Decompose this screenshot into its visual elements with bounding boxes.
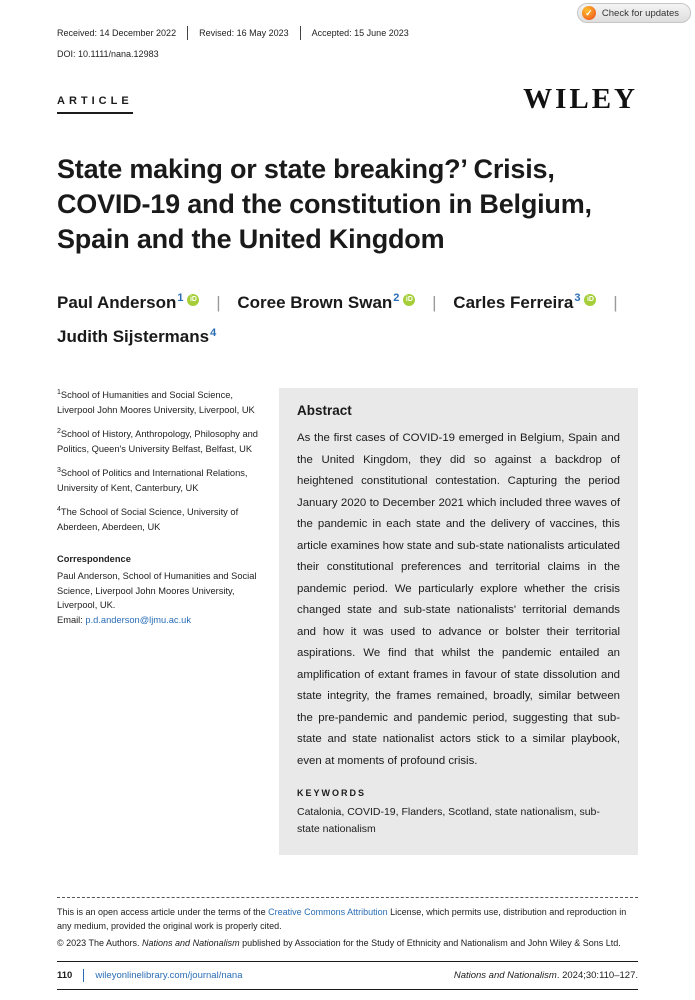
- orcid-icon[interactable]: iD: [403, 294, 415, 306]
- revised-date: Revised: 16 May 2023: [188, 26, 301, 40]
- author-name: Carles Ferreira: [453, 292, 574, 312]
- author-name: Paul Anderson: [57, 292, 177, 312]
- affiliation: [57, 505, 263, 534]
- wiley-logo: WILEY: [523, 83, 638, 115]
- affiliation: [57, 427, 263, 456]
- open-access-note: [57, 897, 638, 934]
- affiliation-sup: 2: [57, 428, 61, 436]
- author-affiliation-sup: 1: [177, 292, 184, 304]
- license-text-post: License, which permits use, distribution and reproduction in any medium, provided the original work is properly cited.: [57, 907, 627, 932]
- author: [57, 293, 204, 312]
- affiliation-sup: 4: [57, 506, 61, 514]
- author: [57, 327, 216, 346]
- article-type-label: ARTICLE: [57, 95, 133, 114]
- affiliation-text: The School of Social Science, University of Aberdeen, Aberdeen, UK: [57, 507, 239, 532]
- affiliation-text: School of History, Anthropology, Philosophy and Politics, Queen's University Belfast, Belfast, UK: [57, 429, 258, 454]
- received-date: Received: 14 December 2022: [57, 26, 188, 40]
- header-row: [57, 85, 638, 114]
- author-affiliation-sup: 2: [393, 292, 400, 304]
- email-link[interactable]: p.d.anderson@ljmu.ac.uk: [85, 614, 191, 625]
- license-text-pre: This is an open access article under the terms of the: [57, 907, 269, 918]
- page-number: 110: [57, 970, 73, 981]
- content-columns: [57, 388, 638, 855]
- author-name: Judith Sijstermans: [57, 327, 210, 347]
- copyright-pre: © 2023 The Authors.: [57, 938, 143, 949]
- citation: [454, 970, 638, 981]
- keywords-heading: KEYWORDS: [297, 788, 367, 799]
- author-affiliation-sup: 3: [574, 292, 581, 304]
- author: [453, 293, 601, 312]
- author-list: [57, 283, 638, 352]
- correspondence-block: [57, 552, 263, 627]
- affiliation: [57, 466, 263, 495]
- doi: DOI: 10.1111/nana.12983: [57, 49, 159, 59]
- affiliation: [57, 388, 263, 417]
- citation-rest: . 2024;30:110–127.: [556, 970, 638, 981]
- author-affiliation-sup: 4: [210, 326, 217, 339]
- affiliation-sup: 1: [57, 389, 61, 397]
- author-separator: |: [613, 292, 618, 312]
- copyright-post: published by Association for the Study of Ethnicity and Nationalism and John Wiley & Sons Ltd.: [239, 938, 621, 949]
- journal-url-link[interactable]: wileyonlinelibrary.com/journal/nana: [95, 970, 243, 981]
- author-separator: |: [432, 292, 437, 312]
- email-label: Email:: [57, 614, 86, 625]
- page-title: State making or state breaking?’ Crisis, COVID-19 and the constitution in Belgium, Spain and the United Kingdom: [57, 154, 592, 254]
- correspondence-email-line: [57, 613, 263, 627]
- bottom-cluster: [57, 897, 638, 990]
- affiliation-text: School of Politics and International Relations, University of Kent, Canterbury, UK: [57, 468, 248, 493]
- affiliation-text: School of Humanities and Social Science, Liverpool John Moores University, Liverpool, UK: [57, 390, 255, 415]
- footer-divider: [83, 969, 84, 982]
- orcid-icon[interactable]: iD: [584, 294, 596, 306]
- abstract-heading: Abstract: [297, 403, 352, 419]
- journal-name-italic: Nations and Nationalism: [142, 938, 240, 949]
- check-for-updates-button[interactable]: [577, 3, 691, 23]
- affiliations-column: [57, 388, 263, 627]
- author: [237, 293, 420, 312]
- affiliation-sup: 3: [57, 467, 61, 475]
- author-separator: |: [216, 292, 221, 312]
- correspondence-heading: Correspondence: [57, 553, 131, 564]
- creative-commons-link[interactable]: Creative Commons Attribution: [268, 907, 388, 918]
- author-name: Coree Brown Swan: [237, 292, 393, 312]
- footer-left: [57, 969, 242, 982]
- keywords-list: Catalonia, COVID-19, Flanders, Scotland, state nationalism, sub-state nationalism: [297, 806, 600, 835]
- accepted-date: Accepted: 15 June 2023: [311, 28, 409, 38]
- citation-journal-italic: Nations and Nationalism: [453, 970, 557, 981]
- dates-row: [57, 26, 638, 40]
- footer-bar: [57, 961, 638, 990]
- check-for-updates-label: Check for updates: [601, 7, 679, 19]
- copyright-note: [57, 937, 638, 951]
- abstract-box: [279, 388, 638, 855]
- crossmark-icon: ✓: [582, 6, 596, 20]
- orcid-icon[interactable]: iD: [187, 294, 199, 306]
- abstract-text: As the first cases of COVID-19 emerged in Belgium, Spain and the United Kingdom, they did so against a backdrop of heightened constitutional contestation. Capturing the period January 2020 to December 2021 which included three waves of the pandemic in each state and the delivery of vaccines, this article examines how state and sub-state nationalists articulated their constitutional preferences and territorial claims in the pandemic period. We particularly explore whether the crisis changed state and sub-state nationalists' territorial demands and how it was used to advance or bolster their territorial aspirations. We find that whilst the pandemic entailed an amplification of extant frames in favour of state dissolution and state integrity, the frames remained, broadly, similar between the pre-pandemic and pandemic period, suggesting that sub-state and state nationalist actors stick to a similar playbook, even at moments of profound crisis.: [297, 432, 620, 767]
- correspondence-text: Paul Anderson, School of Humanities and Social Science, Liverpool John Moores University, Liverpool, UK.: [57, 571, 257, 611]
